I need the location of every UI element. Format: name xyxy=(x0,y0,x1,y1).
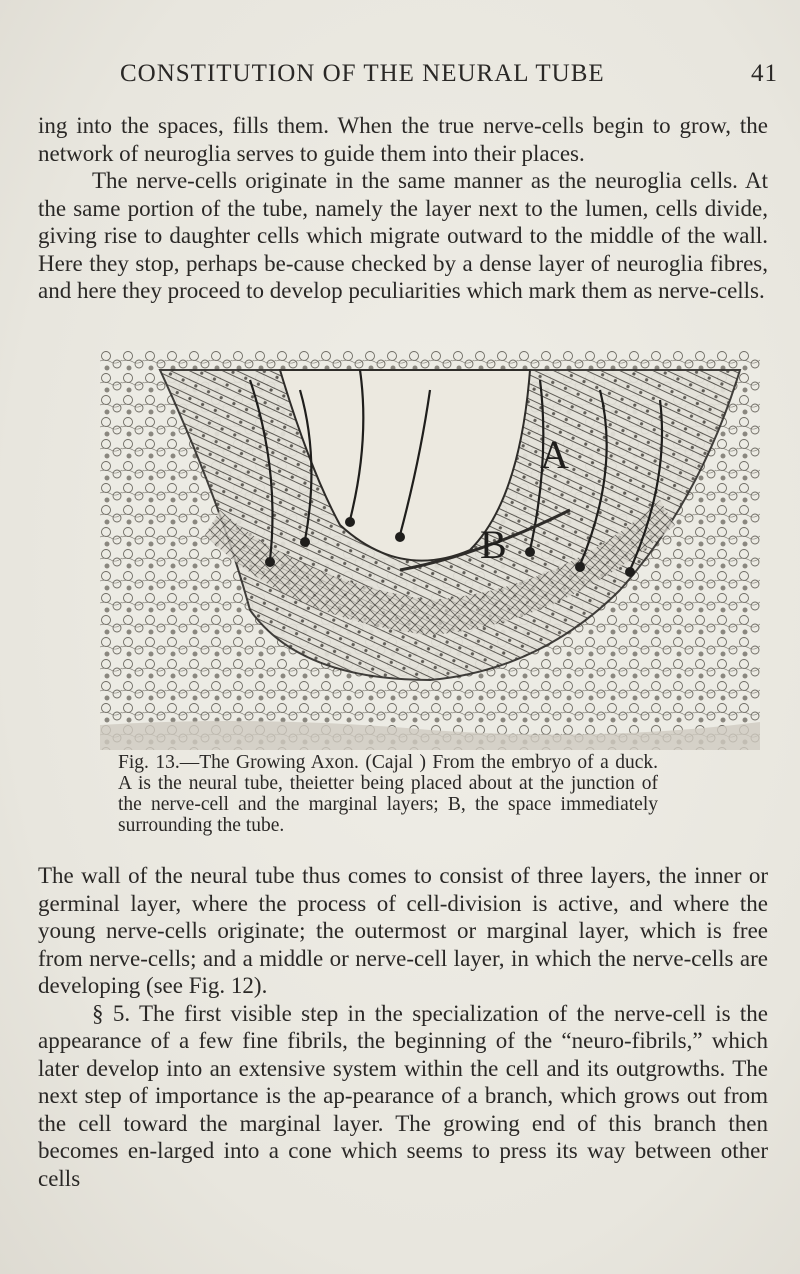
figure-label-b: B xyxy=(480,522,507,567)
paragraph-nerve-cells-origin: The nerve-cells originate in the same manner as the neuroglia cells. At the same portion of the tube, namely the layer next to the lumen, cells divide, giving rise to daughter cells which migrate outward to the middle of the wall. Here they stop, perhaps be-cause checked by a dense layer of neuroglia fibres, and here they proceed to develop peculiarities which mark them as nerve-cells. xyxy=(38,168,768,303)
running-head xyxy=(118,60,778,88)
running-head-title: CONSTITUTION OF THE NEURAL TUBE xyxy=(120,60,605,87)
paragraph-continuation: ing into the spaces, fills them. When the true nerve-cells begin to grow, the network of neuroglia serves to guide them into their places. xyxy=(38,113,768,166)
text-block-bottom xyxy=(38,862,768,1192)
paragraph-three-layers: The wall of the neural tube thus comes to consist of three layers, the inner or germinal layer, where the process of cell-division is active, and where the young nerve-cells originate; the outermost or marginal layer, which is free from nerve-cells; and a middle or nerve-cell layer, in which the nerve-cells are developing (see Fig. 12). xyxy=(38,863,768,998)
figure-label-a: A xyxy=(540,432,569,477)
text-block-top xyxy=(38,112,768,305)
figure-growing-axon xyxy=(100,350,760,750)
page-number: 41 xyxy=(751,60,778,87)
paragraph-section-5: § 5. The first visible step in the specialization of the nerve-cell is the appearance of a few fine fibrils, the beginning of the “neuro-fibrils,” which later develop into an extensive system within the cell and its outgrowths. The next step of importance is the ap-pearance of a branch, which grows out from the cell toward the marginal layer. The growing end of this branch then becomes en-larged into a cone which seems to press its way between other cells xyxy=(38,1000,768,1191)
figure-caption: Fig. 13.—The Growing Axon. (Cajal ) From the embryo of a duck. A is the neural tube, theietter being placed about at the junction of the nerve-cell and the marginal layers; B, the space immediately surrounding the tube. xyxy=(118,752,658,836)
